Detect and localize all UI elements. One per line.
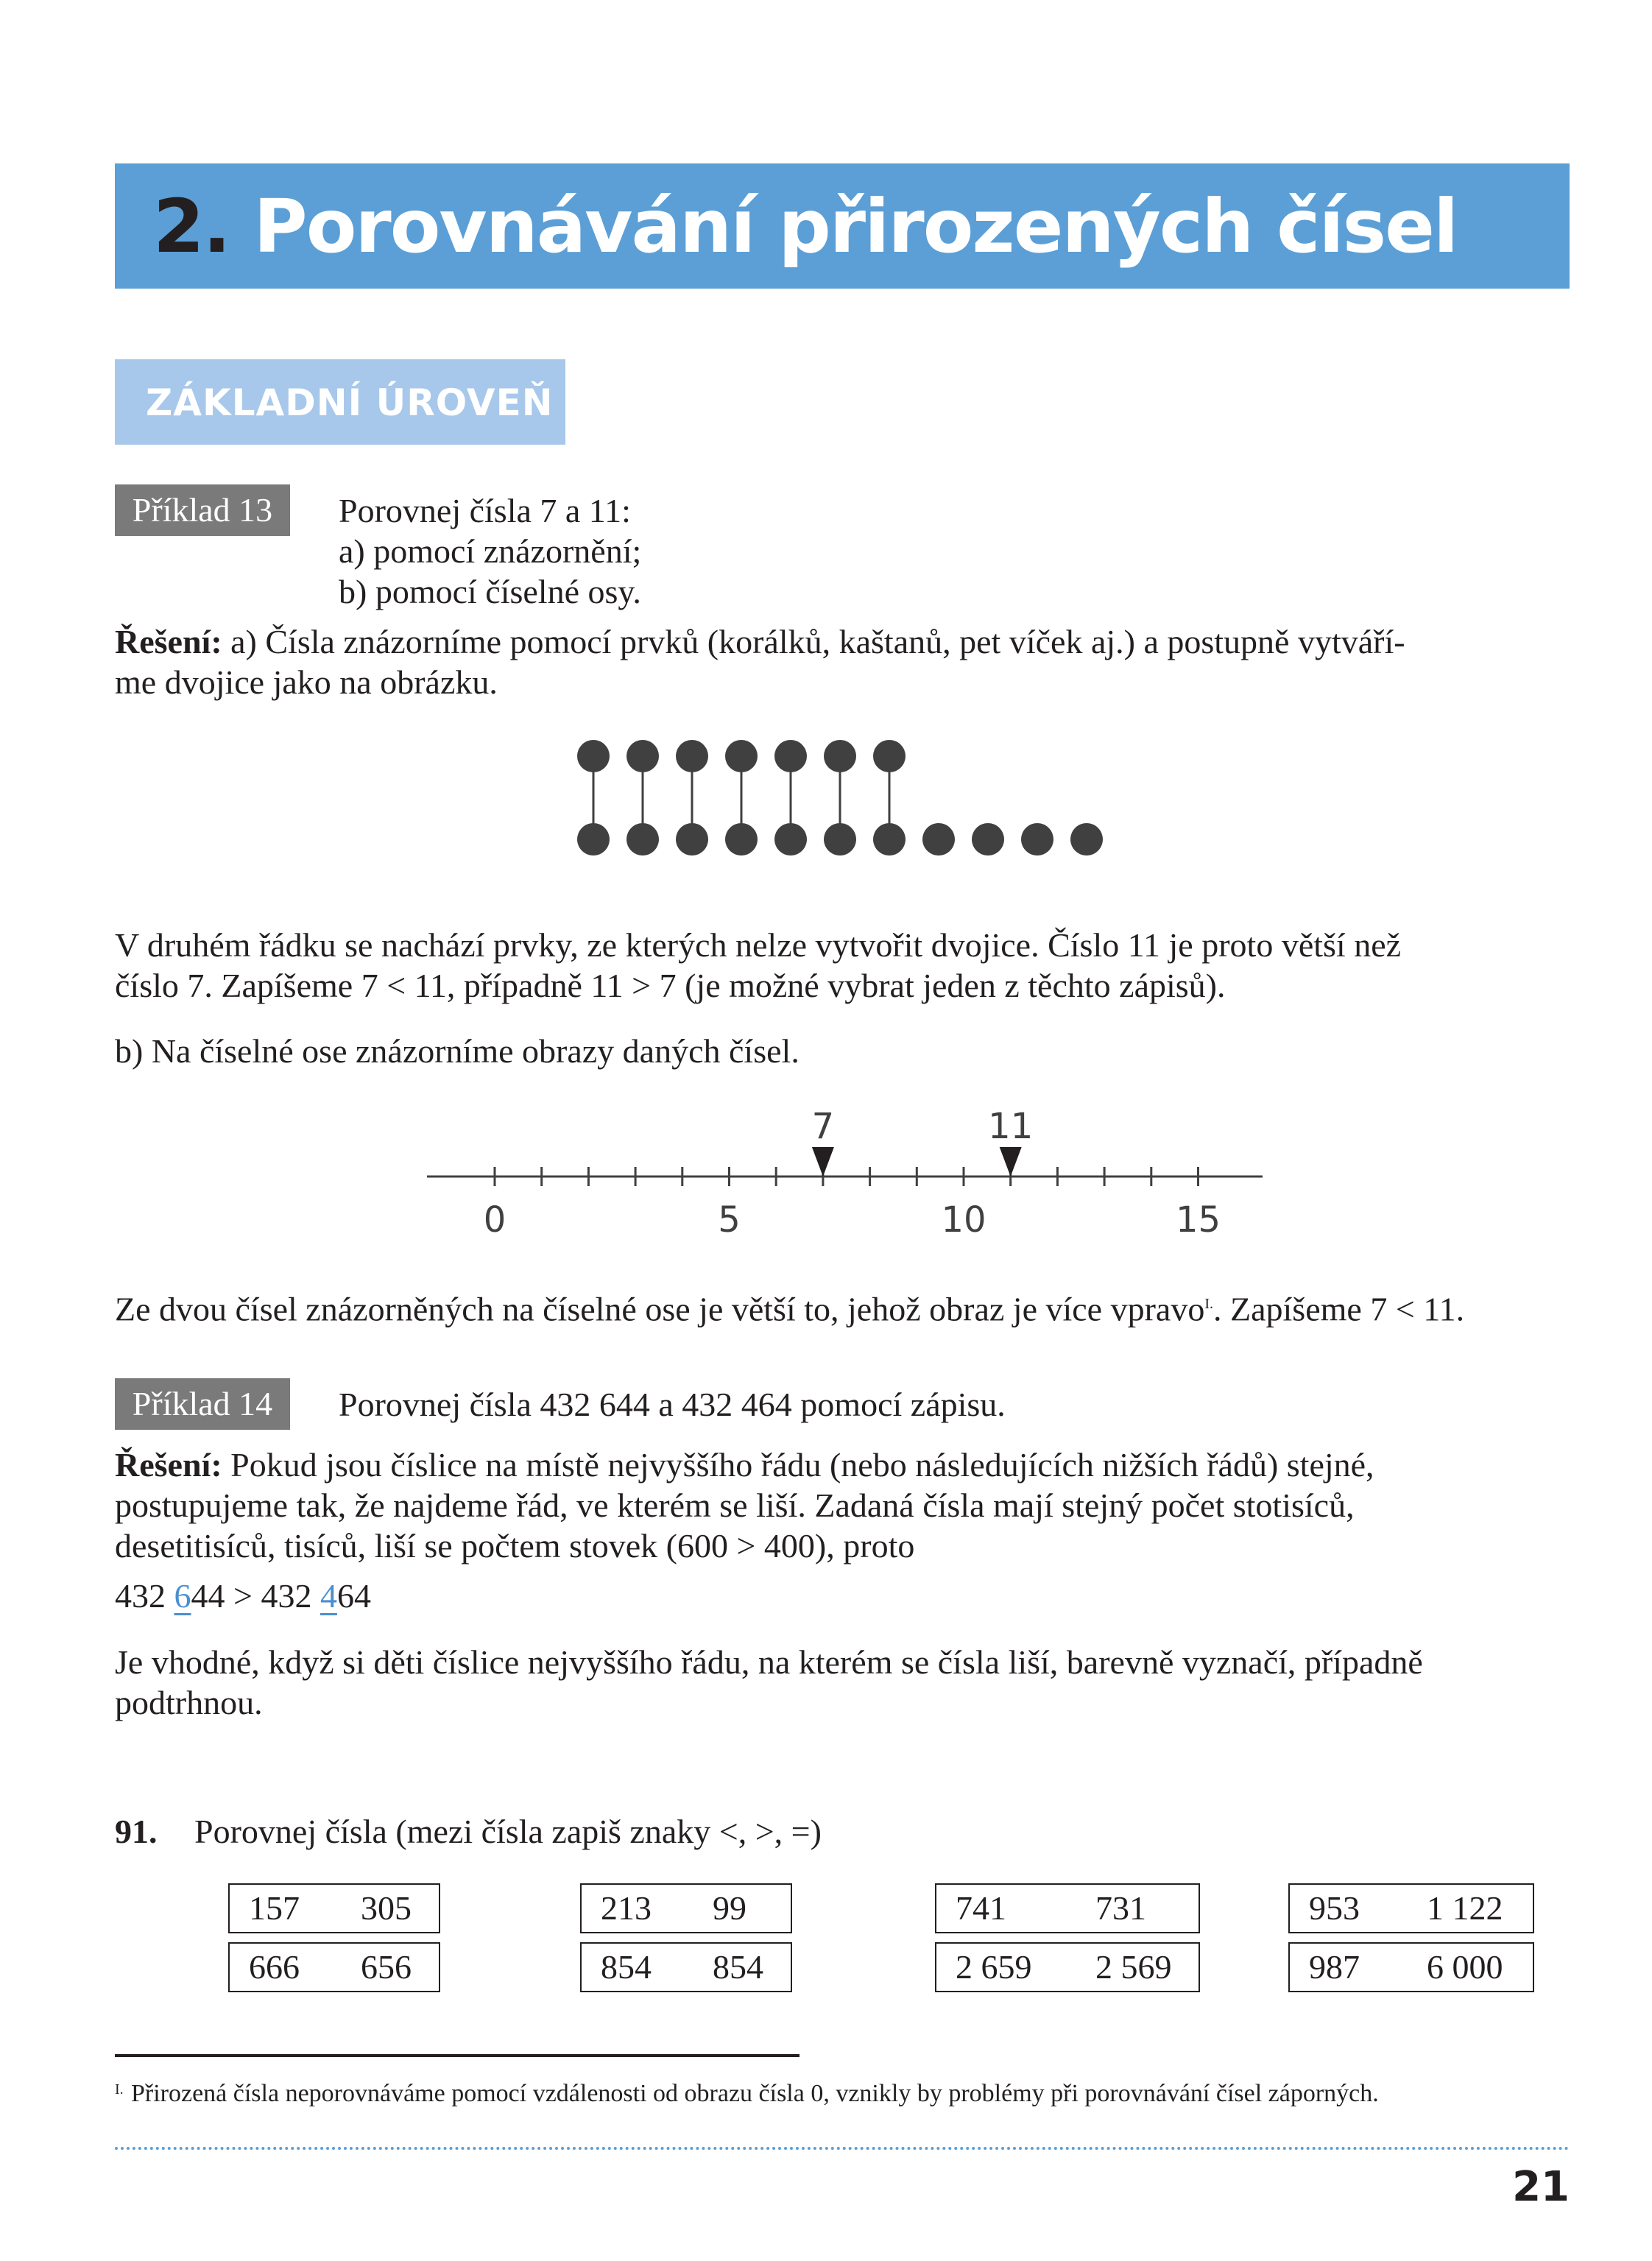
example-13-task-line-2: a) pomocí znázornění; (339, 532, 642, 570)
right-number: 6 000 (1427, 1948, 1503, 1986)
solution-label: Řešení: (115, 1446, 222, 1484)
page-number: 21 (1512, 2163, 1570, 2211)
footnote-marker: I. (115, 2081, 124, 2098)
left-number: 157 (249, 1889, 300, 1927)
right-number: 2 569 (1095, 1948, 1172, 1986)
left-number: 2 659 (956, 1948, 1032, 1986)
tick-label: 15 (1175, 1199, 1221, 1241)
conclusion-text: Ze dvou čísel znázorněných na číselné ose je větší to, jehož obraz je více vpravo (115, 1290, 1205, 1328)
highlighted-digit-b: 4 (320, 1577, 337, 1615)
exercise-number: 91. (115, 1813, 158, 1850)
comparison-box[interactable] (228, 1883, 440, 1933)
tick-label: 0 (483, 1199, 506, 1241)
example-13-paragraph-line-1: V druhém řádku se nachází prvky, ze kterých nelze vytvořit dvojice. Číslo 11 je proto větší než (115, 926, 1402, 964)
left-number: 987 (1309, 1948, 1360, 1986)
level-text: ZÁKLADNÍ ÚROVEŇ (146, 381, 554, 424)
solution-label: Řešení: (115, 623, 222, 660)
page-divider (115, 2147, 1570, 2150)
footnote-text: Přirozená čísla neporovnáváme pomocí vzdálenosti od obrazu čísla 0, vznikly by problémy při porovnávání čísel záporných. (131, 2080, 1379, 2107)
comparison-box[interactable] (935, 1942, 1200, 1992)
comparison-box[interactable] (580, 1883, 792, 1933)
example-14-solution-line-2: postupujeme tak, že najdeme řád, ve kterém se liší. Zadaná čísla mají stejný počet stotisíců, (115, 1486, 1355, 1524)
right-number: 1 122 (1427, 1889, 1503, 1927)
footnote-ref: I. (1204, 1296, 1214, 1312)
left-number: 854 (601, 1948, 652, 1986)
example-14-note-line-2: podtrhnou. (115, 1684, 263, 1721)
left-number: 741 (956, 1889, 1006, 1927)
example-13-part-b: b) Na číselné ose znázorníme obrazy daných čísel. (115, 1032, 799, 1070)
marker-label: 7 (811, 1106, 835, 1147)
solution-text: a) Čísla znázorníme pomocí prvků (korálků, kaštanů, pet víček aj.) a postupně vytváří- (222, 623, 1405, 660)
comparison-expression (115, 1576, 371, 1616)
right-number: 854 (713, 1948, 763, 1986)
number-b-prefix: 432 (261, 1577, 320, 1615)
comparison-box[interactable] (1288, 1942, 1534, 1992)
right-number: 656 (361, 1948, 412, 1986)
example-13-task-line-1: Porovnej čísla 7 a 11: (339, 492, 631, 529)
right-number: 305 (361, 1889, 412, 1927)
number-b-suffix: 64 (336, 1577, 371, 1615)
example-13-label: Příklad 13 (115, 484, 290, 536)
tick-label: 5 (718, 1199, 741, 1241)
comparison-box[interactable] (1288, 1883, 1534, 1933)
right-number: 99 (713, 1889, 746, 1927)
example-14-solution-line-1 (115, 1445, 1374, 1485)
example-13-solution-line-2: me dvojice jako na obrázku. (115, 663, 498, 701)
exercise-text: Porovnej čísla (mezi čísla zapiš znaky <, >, =) (194, 1813, 822, 1850)
conclusion-end: . Zapíšeme 7 < 11. (1213, 1290, 1465, 1328)
footnote-divider (115, 2054, 799, 2057)
example-13-conclusion (115, 1284, 1464, 1329)
example-14-solution-line-3: desetitisíců, tisíců, liší se počtem stovek (600 > 400), proto (115, 1527, 915, 1565)
number-a-prefix: 432 (115, 1577, 174, 1615)
example-13-task-line-3: b) pomocí číselné osy. (339, 573, 641, 610)
chapter-number: 2. (153, 183, 230, 269)
solution-text: Pokud jsou číslice na místě nejvyššího řádu (nebo následujících nižších řádů) stejné, (222, 1446, 1374, 1484)
highlighted-digit-a: 6 (174, 1577, 191, 1615)
left-number: 666 (249, 1948, 300, 1986)
marker-label: 11 (988, 1106, 1034, 1147)
marker-arrow (812, 1147, 834, 1177)
chapter-title-text: Porovnávání přirozených čísel (253, 183, 1458, 269)
marker-arrow (1000, 1147, 1022, 1177)
comparison-box[interactable] (580, 1942, 792, 1992)
number-a-suffix: 44 (191, 1577, 225, 1615)
example-14-note-line-1: Je vhodné, když si děti číslice nejvyššího řádu, na kterém se čísla liší, barevně vyznačí, případně (115, 1643, 1423, 1681)
example-13-paragraph-line-2: číslo 7. Zapíšeme 7 < 11, případně 11 > 7 (je možné vybrat jeden z těchto zápisů). (115, 967, 1226, 1004)
right-number: 731 (1095, 1889, 1146, 1927)
tick-label: 10 (941, 1199, 986, 1241)
comparison-box[interactable] (935, 1883, 1200, 1933)
example-14-task: Porovnej čísla 432 644 a 432 464 pomocí zápisu. (339, 1386, 1006, 1423)
example-14-label: Příklad 14 (115, 1378, 290, 1430)
comparison-operator: > (225, 1577, 261, 1615)
left-number: 213 (601, 1889, 652, 1927)
left-number: 953 (1309, 1889, 1360, 1927)
comparison-box[interactable] (228, 1942, 440, 1992)
